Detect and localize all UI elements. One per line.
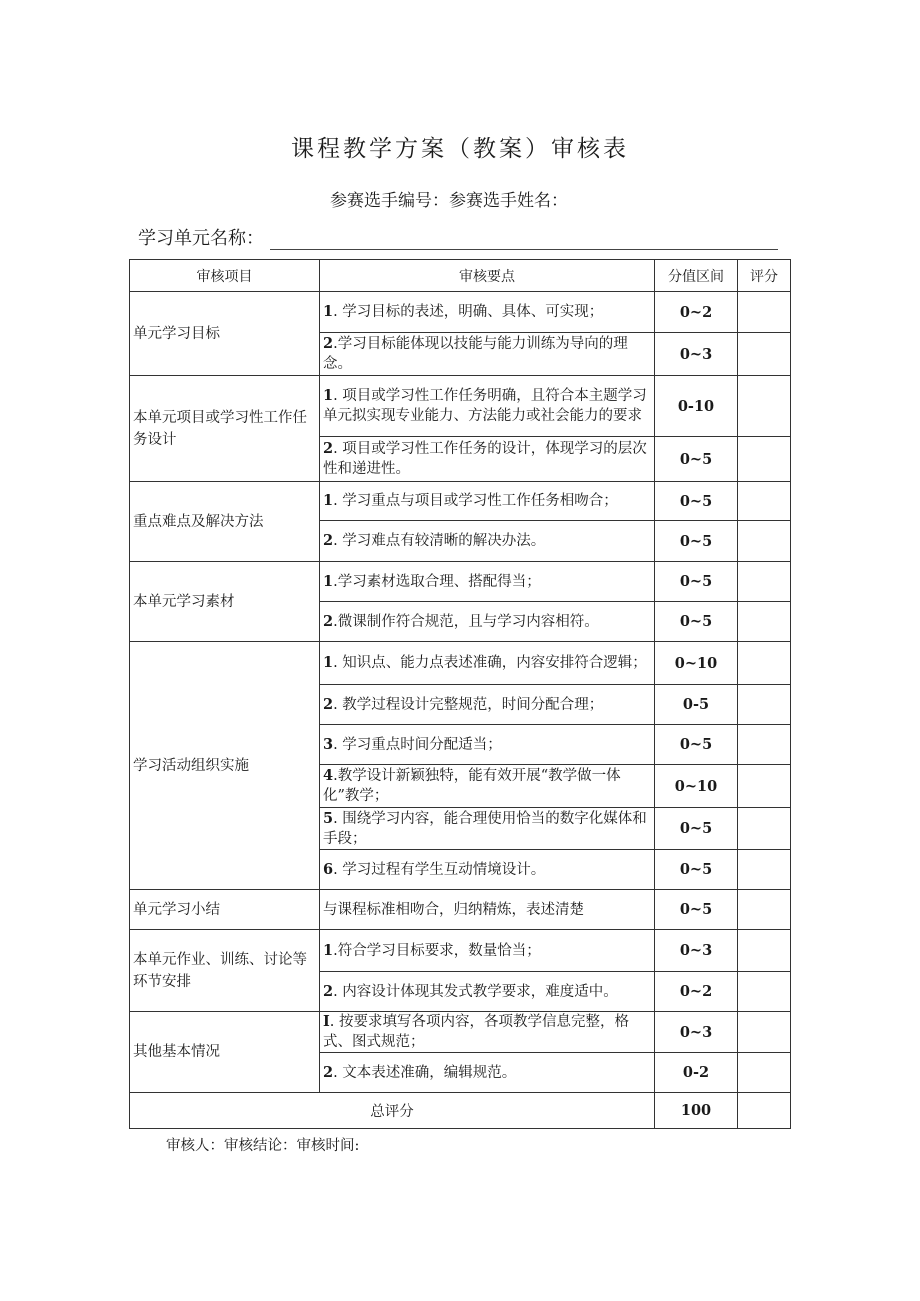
point-number: 1 [323,387,334,404]
point-text: . 文本表述准确，编辑规范。 [333,1064,517,1081]
point-text: .教学设计新颖独特，能有效开展“教学做一体化”教学； [323,768,621,804]
review-point-cell [320,521,655,562]
point-number: 4 [323,767,334,784]
unit-name-blank[interactable] [270,233,778,250]
score-range-cell: 0-5 [655,685,738,725]
score-range-cell: 0~2 [655,292,738,333]
score-input-cell[interactable] [738,642,791,685]
review-point-cell [320,333,655,376]
review-point-cell [320,1012,655,1053]
score-range-cell: 0~10 [655,642,738,685]
point-number: 3 [323,735,334,753]
unit-name-label: 学习单元名称： [138,228,264,249]
score-input-cell[interactable] [738,376,791,437]
score-range-cell: 0~5 [655,482,738,521]
score-range-cell: 0~5 [655,890,738,930]
header-range: 分值区间 [655,260,738,292]
point-number: 2 [323,982,334,1000]
table-row [130,292,791,333]
score-range-cell: 0~5 [655,437,738,482]
review-point-cell [320,972,655,1012]
review-item-cell: 单元学习目标 [130,292,320,376]
point-text: . 内容设计体现其发式教学要求，难度适中。 [333,983,618,1000]
point-number: 1 [323,654,334,671]
page-title: 课程教学方案（教案）审核表 [291,136,629,162]
point-text: .学习目标能体现以技能与能力训练为导向的理念。 [323,336,628,372]
score-input-cell[interactable] [738,850,791,890]
point-number: 6 [323,860,334,878]
review-item-cell: 本单元作业、训练、讨论等环节安排 [130,930,320,1012]
header-point: 审核要点 [320,260,655,292]
review-item-cell: 重点难点及解决方法 [130,482,320,562]
score-range-cell: 0~3 [655,930,738,972]
review-item-cell: 其他基本情况 [130,1012,320,1093]
table-row [130,376,791,437]
table-row [130,562,791,602]
review-point-cell [320,562,655,602]
review-point-cell [320,930,655,972]
review-item-cell: 单元学习小结 [130,890,320,930]
review-table [129,259,791,1129]
score-input-cell[interactable] [738,562,791,602]
point-number: 1 [323,492,334,509]
point-text: . 项目或学习性工作任务的设计，体现学习的层次性和递进性。 [323,441,647,477]
score-range-cell: 0~5 [655,808,738,850]
score-input-cell[interactable] [738,482,791,521]
unit-name-row [138,224,778,250]
header-item: 审核项目 [130,260,320,292]
point-text: .微课制作符合规范，且与学习内容相符。 [333,613,599,630]
point-number: 5 [323,809,334,827]
point-text: . 学习过程有学生互动情境设计。 [333,861,546,878]
score-range-cell: 0-2 [655,1053,738,1093]
review-point-cell [320,725,655,765]
total-value: 100 [655,1093,738,1129]
table-row [130,930,791,972]
score-range-cell: 0~3 [655,333,738,376]
review-point-cell [320,1053,655,1093]
score-input-cell[interactable] [738,292,791,333]
review-point-cell [320,437,655,482]
point-number: 2 [323,1063,334,1081]
point-text: . 知识点、能力点表述准确，内容安排符合逻辑； [333,655,647,671]
score-range-cell: 0~5 [655,521,738,562]
point-number: 1 [323,941,334,959]
point-text: . 学习目标的表述，明确、具体、可实现； [333,304,604,320]
point-number: 2 [323,695,334,713]
review-point-cell [320,292,655,333]
header-row [130,260,791,292]
table-row [130,482,791,521]
review-point-cell [320,808,655,850]
point-number: 2 [323,532,334,549]
review-point-cell [320,890,655,930]
point-text: .学习素材选取合理、搭配得当； [333,573,541,590]
score-input-cell[interactable] [738,972,791,1012]
review-item-cell: 本单元项目或学习性工作任务设计 [130,376,320,482]
score-input-cell[interactable] [738,725,791,765]
score-range-cell: 0~3 [655,1012,738,1053]
score-range-cell: 0~5 [655,725,738,765]
review-item-cell: 本单元学习素材 [130,562,320,642]
point-text: . 项目或学习性工作任务明确，且符合本主题学习单元拟实现专业能力、方法能力或社会能力的要求 [323,388,647,424]
score-input-cell[interactable] [738,1012,791,1053]
score-input-cell[interactable] [738,521,791,562]
table-row [130,890,791,930]
total-row [130,1093,791,1129]
total-label: 总评分 [130,1093,655,1129]
header-score: 评分 [738,260,791,292]
point-text: . 学习难点有较清晰的解决办法。 [333,533,546,549]
point-number: 2 [323,612,334,630]
point-number: 2 [323,440,334,457]
point-text: .符合学习目标要求，数量恰当； [333,942,541,959]
score-range-cell: 0~2 [655,972,738,1012]
table-row [130,642,791,685]
score-input-cell[interactable] [738,765,791,808]
review-point-cell [320,376,655,437]
score-input-cell[interactable] [738,333,791,376]
point-text: . 学习重点时间分配适当； [333,736,502,753]
point-number: 2 [323,335,334,352]
score-input-cell[interactable] [738,602,791,642]
table-row [130,1012,791,1053]
review-item-cell: 学习活动组织实施 [130,642,320,890]
contestant-info-line: 参赛选手编号：参赛选手姓名： [330,191,568,211]
score-range-cell: 0~5 [655,850,738,890]
review-point-cell [320,642,655,685]
score-input-cell[interactable] [738,685,791,725]
review-point-cell [320,482,655,521]
score-input-cell[interactable] [738,930,791,972]
review-point-cell [320,765,655,808]
point-text: . 教学过程设计完整规范，时间分配合理； [333,696,604,713]
reviewer-footer: 审核人：审核结论：审核时间: [166,1138,360,1154]
review-point-cell [320,685,655,725]
point-number: 1 [323,303,334,320]
score-input-cell[interactable] [738,890,791,930]
score-range-cell: 0~5 [655,602,738,642]
review-point-cell [320,850,655,890]
point-text: 与课程标准相吻合，归纳精炼，表述清楚 [323,901,584,918]
score-input-cell[interactable] [738,1053,791,1093]
review-point-cell [320,602,655,642]
point-number: 1 [323,572,334,590]
score-range-cell: 0-10 [655,376,738,437]
score-input-cell[interactable] [738,437,791,482]
point-text: . 按要求填写各项内容，各项教学信息完整，格式、图式规范； [323,1014,630,1050]
score-range-cell: 0~5 [655,562,738,602]
point-number: I [323,1013,330,1030]
score-range-cell: 0~10 [655,765,738,808]
point-text: . 围绕学习内容，能合理使用恰当的数字化媒体和手段； [323,810,647,847]
score-input-cell[interactable] [738,808,791,850]
point-text: . 学习重点与项目或学习性工作任务相吻合； [333,493,618,509]
total-score-cell[interactable] [738,1093,791,1129]
